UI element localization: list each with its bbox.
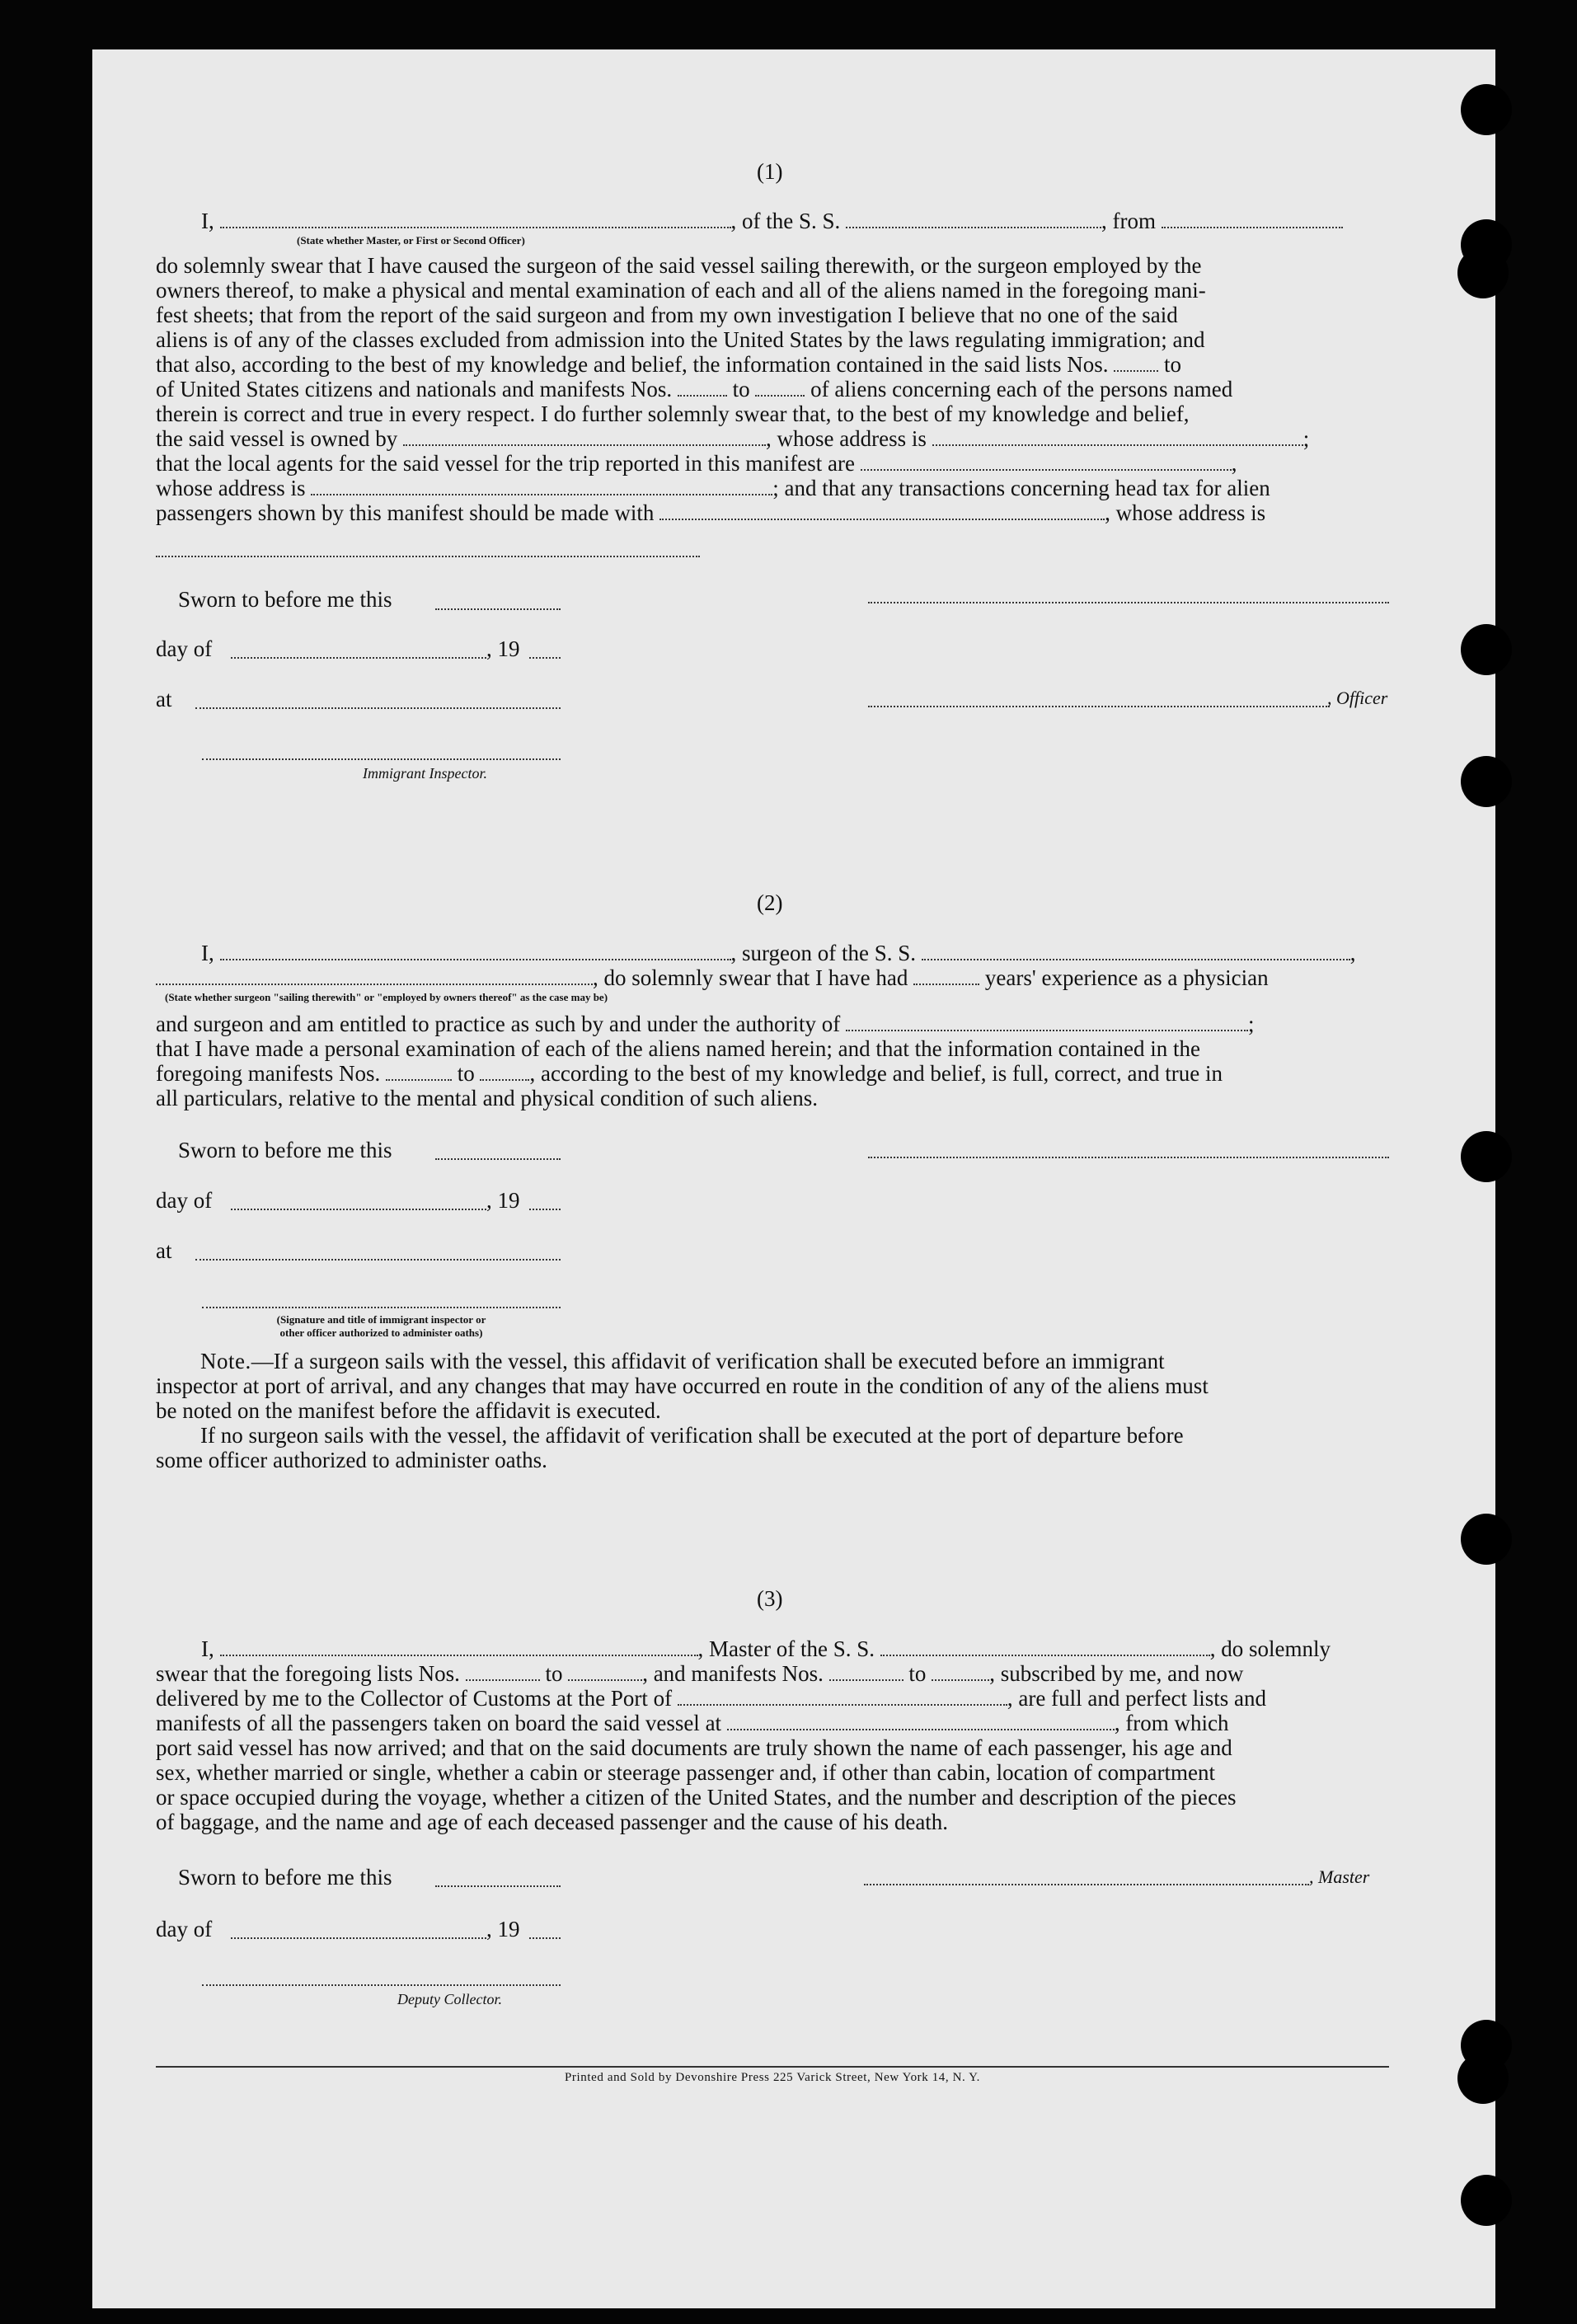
officer-rank-note: (State whether Master, or First or Second Officer) <box>297 234 525 246</box>
para-line: passengers shown by this manifest should be made with , whose address is <box>156 500 1266 525</box>
para-line: the said vessel is owned by , whose address is ; <box>156 426 1310 451</box>
master-name-field[interactable] <box>220 1638 698 1656</box>
year-label-1: , 19 <box>486 636 520 661</box>
punch-hole <box>1461 2175 1512 2226</box>
day-of-field-2[interactable] <box>231 1209 486 1210</box>
from-label: , from <box>1101 209 1156 233</box>
section-2-line-1: I, , surgeon of the S. S. , <box>201 941 1356 965</box>
section-2-heading: (2) <box>757 890 783 915</box>
note-line: be noted on the manifest before the affidavit is executed. <box>156 1398 661 1423</box>
para-line: owners thereof, to make a physical and mental examination of each and all of the aliens named in the foregoing mani- <box>156 278 1206 303</box>
officer-title-field[interactable] <box>868 706 1330 707</box>
head-tax-address-field[interactable] <box>156 556 700 557</box>
deputy-signature-field[interactable] <box>202 1984 561 1986</box>
officer-signature-field[interactable] <box>868 602 1389 603</box>
surgeon-manifest-from-field[interactable] <box>386 1063 452 1081</box>
para-line: or space occupied during the voyage, whether a citizen of the United States, and the number and description of the pieces <box>156 1785 1237 1810</box>
section-3-heading: (3) <box>757 1586 783 1611</box>
sworn-label-3: Sworn to before me this <box>178 1865 392 1890</box>
sworn-day-field-1[interactable] <box>435 608 561 610</box>
lists-from-field[interactable] <box>466 1663 540 1681</box>
i-label: I, <box>201 209 214 233</box>
year-field-3[interactable] <box>529 1937 561 1939</box>
punch-hole <box>1457 2053 1509 2104</box>
officer-label: , Officer <box>1327 688 1388 708</box>
port-of-departure-field[interactable] <box>727 1712 1115 1730</box>
manifest-to-field[interactable] <box>755 378 805 397</box>
para-line: of baggage, and the name and age of each deceased passenger and the cause of his death. <box>156 1810 949 1834</box>
section-1-heading: (1) <box>757 159 783 184</box>
master-signature-field[interactable] <box>864 1884 1309 1885</box>
surgeon-name-field[interactable] <box>220 942 731 960</box>
note-line: inspector at port of arrival, and any changes that may have occurred en route in the condition of any of the aliens must <box>156 1373 1209 1398</box>
sworn-day-field-2[interactable] <box>435 1158 561 1160</box>
para-line: foregoing manifests Nos. to , according to the best of my knowledge and belief, is full, correct, and true in <box>156 1061 1223 1086</box>
day-of-field-3[interactable] <box>231 1937 486 1939</box>
surgeon-status-note: (State whether surgeon "sailing therewith" or "employed by owners thereof" as the case may be) <box>165 991 608 1003</box>
surgeon-status-field[interactable] <box>156 967 593 985</box>
authority-field[interactable] <box>846 1013 1248 1031</box>
surgeon-manifest-to-field[interactable] <box>480 1063 529 1081</box>
witness-signature-note: (Signature and title of immigrant inspector or other officer authorized to administer oaths) <box>276 1313 486 1339</box>
day-of-label-1: day of <box>156 636 213 661</box>
day-of-field-1[interactable] <box>231 657 486 659</box>
year-label-2: , 19 <box>486 1188 520 1213</box>
section-1-line-1 <box>201 209 1343 233</box>
section-2-paragraph <box>156 1012 1389 1110</box>
manifests-from-field[interactable] <box>829 1663 903 1681</box>
surgeon-signature-field[interactable] <box>868 1157 1389 1158</box>
note-block <box>156 1349 1389 1472</box>
para-line: swear that the foregoing lists Nos. to , and manifests Nos. to , subscribed by me, and now <box>156 1661 1244 1686</box>
punch-hole <box>1461 84 1512 135</box>
at-label-2: at <box>156 1238 172 1263</box>
punch-hole <box>1461 1514 1512 1565</box>
citizen-list-from-field[interactable] <box>1114 354 1158 372</box>
sworn-label-1: Sworn to before me this <box>178 587 392 612</box>
para-line: of United States citizens and nationals and manifests Nos. to of aliens concerning each of the persons named <box>156 377 1233 401</box>
punch-hole <box>1457 247 1509 298</box>
note-line: If no surgeon sails with the vessel, the affidavit of verification shall be executed at the port of departure before <box>200 1423 1184 1448</box>
punch-hole <box>1461 1131 1512 1182</box>
para-line: whose address is ; and that any transactions concerning head tax for alien <box>156 476 1270 500</box>
at-field-1[interactable] <box>195 707 561 709</box>
note-line: Note.—If a surgeon sails with the vessel, this affidavit of verification shall be executed before an immigrant <box>200 1349 1165 1373</box>
section-1-paragraph <box>156 253 1389 525</box>
para-line: fest sheets; that from the report of the said surgeon and from my own investigation I believe that no one of the said <box>156 303 1178 327</box>
surgeon-vessel-field[interactable] <box>922 942 1350 960</box>
para-line: therein is correct and true in every respect. I do further solemnly swear that, to the best of my knowledge and belief, <box>156 401 1190 426</box>
para-line: aliens is of any of the classes excluded from admission into the United States by the laws regulating immigration; and <box>156 327 1205 352</box>
para-line: sex, whether married or single, whether a cabin or steerage passenger and, if other than cabin, location of compartment <box>156 1760 1216 1785</box>
punch-hole <box>1461 624 1512 675</box>
witness-signature-field[interactable] <box>202 1307 561 1308</box>
owner-address-field[interactable] <box>932 428 1303 446</box>
para-line: do solemnly swear that I have caused the surgeon of the said vessel sailing therewith, or the surgeon employed by the <box>156 253 1202 278</box>
para-line: port said vessel has now arrived; and that on the said documents are truly shown the name of each passenger, his age and <box>156 1735 1232 1760</box>
sworn-label-2: Sworn to before me this <box>178 1138 392 1162</box>
para-line: delivered by me to the Collector of Customs at the Port of , are full and perfect lists and <box>156 1686 1267 1711</box>
para-line: and surgeon and am entitled to practice as such by and under the authority of ; <box>156 1012 1255 1036</box>
from-port-field[interactable] <box>1162 210 1343 228</box>
section-2-line-2: , do solemnly swear that I have had years' experience as a physician <box>156 965 1269 990</box>
port-of-arrival-field[interactable] <box>678 1688 1007 1706</box>
sworn-day-field-3[interactable] <box>435 1885 561 1887</box>
para-line: all particulars, relative to the mental and physical condition of such aliens. <box>156 1086 818 1110</box>
deputy-label: Deputy Collector. <box>397 1991 502 2007</box>
day-of-label-2: day of <box>156 1188 213 1213</box>
years-experience-field[interactable] <box>913 967 979 985</box>
note-line: some officer authorized to administer oaths. <box>156 1448 547 1472</box>
master-label: , Master <box>1309 1866 1370 1887</box>
section-3-paragraph <box>156 1661 1389 1834</box>
para-line: manifests of all the passengers taken on board the said vessel at , from which <box>156 1711 1229 1735</box>
day-of-label-3: day of <box>156 1917 213 1941</box>
inspector-signature-field[interactable] <box>202 758 561 760</box>
section-3-line-1: I, , Master of the S. S. , do solemnly <box>201 1636 1331 1661</box>
footer-rule <box>156 2066 1389 2068</box>
ss-label: , of the S. S. <box>730 209 841 233</box>
punch-hole <box>1461 756 1512 807</box>
para-line: that also, according to the best of my knowledge and belief, the information contained in the said lists Nos. to <box>156 352 1181 377</box>
master-vessel-field[interactable] <box>880 1638 1210 1656</box>
manifests-to-field[interactable] <box>932 1663 989 1681</box>
local-agents-field[interactable] <box>861 453 1232 471</box>
lists-to-field[interactable] <box>568 1663 642 1681</box>
head-tax-party-field[interactable] <box>659 502 1105 520</box>
year-field-2[interactable] <box>529 1209 561 1210</box>
inspector-label: Immigrant Inspector. <box>363 765 487 782</box>
at-label-1: at <box>156 687 172 711</box>
year-label-3: , 19 <box>486 1917 520 1941</box>
printer-imprint: Printed and Sold by Devonshire Press 225 Varick Street, New York 14, N. Y. <box>564 2071 981 2084</box>
officer-name-field[interactable] <box>220 210 731 228</box>
para-line: that I have made a personal examination of each of the aliens named herein; and that the information contained in the <box>156 1036 1201 1061</box>
manifest-from-field[interactable] <box>678 378 727 397</box>
at-field-2[interactable] <box>195 1259 561 1261</box>
agents-address-field[interactable] <box>311 477 772 495</box>
vessel-owner-field[interactable] <box>403 428 766 446</box>
year-field-1[interactable] <box>529 657 561 659</box>
para-line: that the local agents for the said vessel for the trip reported in this manifest are , <box>156 451 1237 476</box>
vessel-name-field[interactable] <box>846 210 1101 228</box>
